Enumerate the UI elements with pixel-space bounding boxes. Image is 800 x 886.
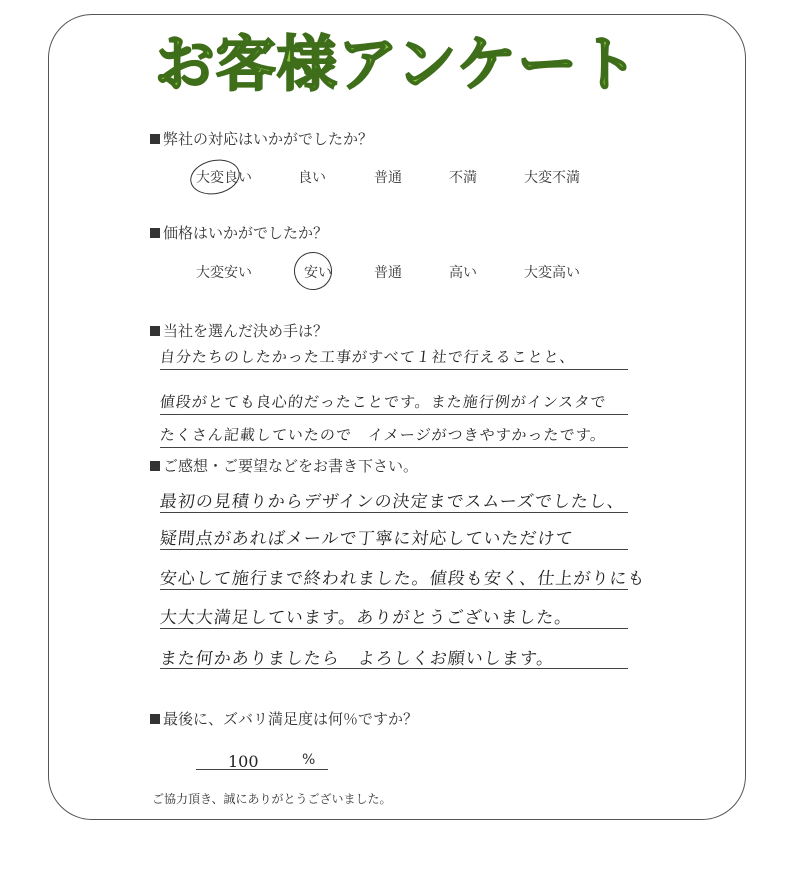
square-bullet-icon xyxy=(150,134,160,144)
question-3 xyxy=(150,320,328,341)
square-bullet-icon xyxy=(150,228,160,238)
thanks-footer: ご協力頂き、誠にありがとうございました。 xyxy=(152,792,392,806)
square-bullet-icon xyxy=(150,714,160,724)
satisfaction-value[interactable]: 100 xyxy=(228,752,259,771)
q2-option-1[interactable]: 大変安い xyxy=(196,265,252,281)
q4-answer-line-1: 最初の見積りからデザインの決定までスムーズでしたし、 xyxy=(158,492,626,512)
percent-unit: % xyxy=(302,752,316,768)
question-4 xyxy=(150,455,418,476)
answer-rule xyxy=(160,549,628,550)
q3-answer-line-2: 値段がとても良心的だったことです。また施行例がインスタで xyxy=(159,393,608,411)
question-2 xyxy=(150,222,328,243)
q4-answer-line-5: また何かありましたら よろしくお願いします。 xyxy=(158,649,556,669)
q2-option-5[interactable]: 大変高い xyxy=(524,265,580,281)
satisfaction-underline xyxy=(196,769,328,770)
q2-option-4[interactable]: 高い xyxy=(449,265,477,281)
square-bullet-icon xyxy=(150,326,160,336)
q1-option-5[interactable]: 大変不満 xyxy=(524,170,580,186)
answer-rule xyxy=(160,414,628,415)
q4-answer-line-3: 安心して施行まで終われました。値段も安く、仕上がりにも xyxy=(158,569,647,589)
question-4-label: ご感想・ご要望などをお書き下さい。 xyxy=(163,457,419,475)
question-1 xyxy=(150,128,373,149)
q3-answer-line-3: たくさん記載していたので イメージがつきやすかったです。 xyxy=(159,426,608,444)
q2-option-3[interactable]: 普通 xyxy=(374,265,402,281)
question-2-label: 価格はいかがでしたか？ xyxy=(163,224,329,242)
question-5-label: 最後に、ズバリ満足度は何％ですか？ xyxy=(163,710,419,728)
square-bullet-icon xyxy=(150,461,160,471)
answer-rule xyxy=(160,447,628,448)
question-3-label: 当社を選んだ決め手は？ xyxy=(163,322,329,340)
question-5 xyxy=(150,708,418,729)
page-title: お客様アンケート xyxy=(154,30,640,100)
answer-rule xyxy=(160,668,628,669)
answer-rule xyxy=(160,512,628,513)
question-1-label: 弊社の対応はいかがでしたか？ xyxy=(163,130,374,148)
answer-rule xyxy=(160,369,628,370)
q1-option-2[interactable]: 良い xyxy=(298,170,326,186)
q4-answer-line-1: 疑問点があればメールで丁寧に対応していただけて xyxy=(158,529,575,549)
q3-answer-line-1: 自分たちのしたかった工事がすべて１社で行えることと、 xyxy=(159,348,577,366)
q1-option-1[interactable]: 大変良い xyxy=(196,170,252,186)
answer-rule xyxy=(160,589,628,590)
q1-option-4[interactable]: 不満 xyxy=(449,170,477,186)
answer-rule xyxy=(160,628,628,629)
q1-option-3[interactable]: 普通 xyxy=(374,170,402,186)
q2-option-2[interactable]: 安い xyxy=(304,265,332,281)
q4-answer-line-4: 大大大満足しています。ありがとうございました。 xyxy=(158,608,574,628)
